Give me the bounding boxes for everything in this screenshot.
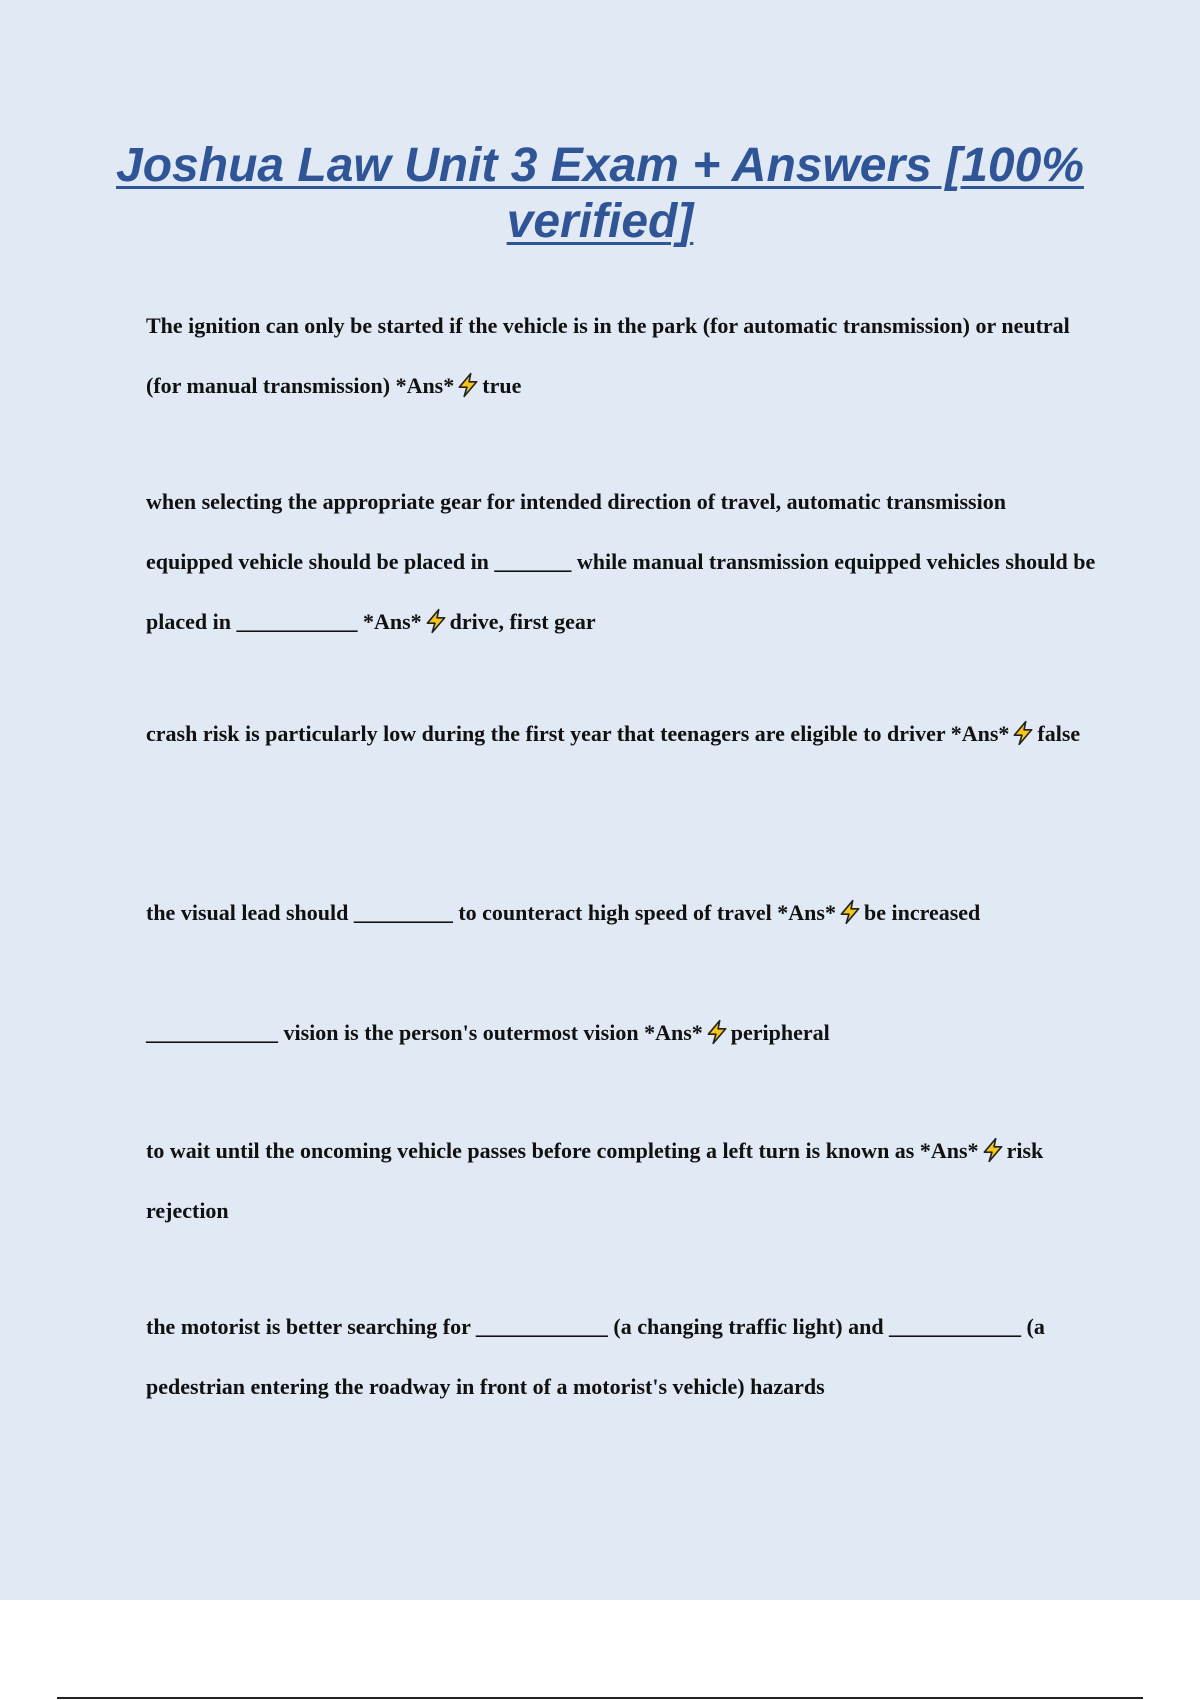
lightning-bolt-icon	[455, 372, 481, 398]
question-text: the motorist is better searching for ____________ (a changing traffic light) and ____________ (a pedestrian entering the roadway in front of a motorist's vehicle) hazards	[146, 1314, 1045, 1399]
answer-text: peripheral	[730, 1020, 830, 1045]
question-text: crash risk is particularly low during the first year that teenagers are eligible to driver	[146, 721, 946, 746]
question-text: the visual lead should _________ to counteract high speed of travel	[146, 900, 772, 925]
lightning-bolt-icon	[704, 1019, 730, 1045]
question-text: ____________ vision is the person's outermost vision	[146, 1020, 639, 1045]
qa-item-5	[146, 1003, 1096, 1063]
answer-marker: *Ans*	[950, 721, 1010, 746]
answer-marker: *Ans*	[777, 900, 836, 925]
answer-marker: *Ans*	[644, 1020, 703, 1045]
answer-text: drive, first gear	[449, 609, 596, 634]
lightning-bolt-icon	[980, 1137, 1006, 1163]
answer-marker: *Ans*	[395, 373, 455, 398]
question-text: The ignition can only be started if the vehicle is in the park (for automatic transmission) or neutral (for manual transmission)	[146, 313, 1070, 398]
question-text: to wait until the oncoming vehicle passes before completing a left turn is known as	[146, 1138, 915, 1163]
answer-text: true	[482, 373, 522, 398]
document-title: Joshua Law Unit 3 Exam + Answers [100% verified]	[116, 139, 1084, 248]
footer-divider	[57, 1697, 1143, 1699]
lightning-bolt-icon	[837, 899, 863, 925]
qa-item-4	[146, 883, 1096, 943]
lightning-bolt-icon	[423, 608, 449, 634]
lightning-bolt-icon	[1010, 720, 1036, 746]
qa-item-6	[146, 1121, 1096, 1241]
answer-marker: *Ans*	[919, 1138, 979, 1163]
answer-text: risk rejection	[146, 1138, 1044, 1223]
qa-item-2	[146, 472, 1096, 652]
qa-item-1	[146, 296, 1096, 416]
qa-item-3	[146, 704, 1096, 764]
answer-text: be increased	[863, 900, 981, 925]
question-text: when selecting the appropriate gear for intended direction of travel, automatic transmission equipped vehicle should be placed in _______ while manual transmission equipped vehicles should be placed in ___________	[146, 489, 1096, 634]
answer-text: false	[1037, 721, 1081, 746]
qa-item-7	[146, 1297, 1096, 1417]
answer-marker: *Ans*	[362, 609, 422, 634]
